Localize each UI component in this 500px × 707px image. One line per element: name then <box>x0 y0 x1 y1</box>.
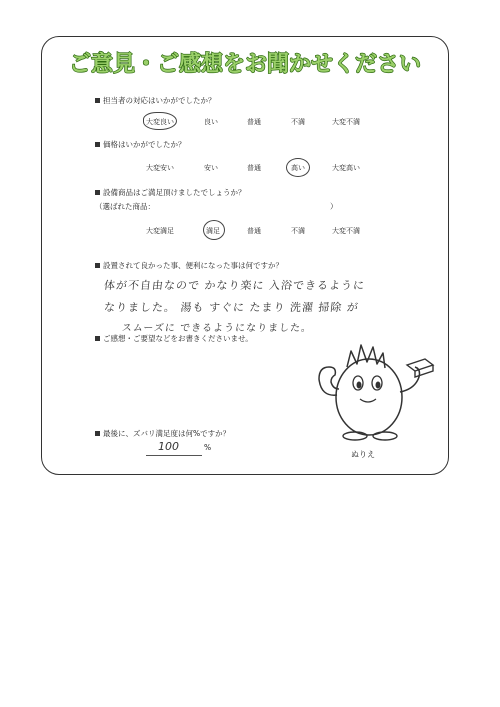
selection-circle-mark <box>286 158 310 177</box>
satisfaction-percent-value: 100 <box>158 440 179 453</box>
selection-circle-mark <box>203 220 225 240</box>
coloring-label: ぬりえ <box>351 450 375 459</box>
handwritten-answer-line: スムーズに できるようになりました。 <box>121 323 313 334</box>
option-normal[interactable]: 普通 <box>247 164 261 172</box>
survey-card <box>41 36 449 475</box>
bullet-square-icon <box>95 98 100 103</box>
question-staff-response: 担当者の対応はいかがでしたか？ <box>95 95 216 106</box>
option-good[interactable]: 良い <box>204 118 218 126</box>
question-satisfaction-percent: 最後に、ズバリ満足度は何%ですか？ <box>95 428 230 439</box>
bullet-square-icon <box>95 336 100 341</box>
option-very-cheap[interactable]: 大変安い <box>146 164 174 172</box>
option-very-dissatisfied[interactable]: 大変不満 <box>332 118 360 126</box>
handwritten-answer-line: なりました。 湯も すぐに たまり 洗濯 掃除 が <box>103 301 360 314</box>
options-staff-response <box>42 117 448 129</box>
option-expensive[interactable]: 高い <box>291 164 305 172</box>
question-price: 価格はいかがでしたか？ <box>95 139 186 150</box>
option-very-dissatisfied[interactable]: 大変不満 <box>332 227 360 235</box>
question-comments: ご感想・ご要望などをお書きくださいませ。 <box>95 333 253 344</box>
options-price <box>42 163 448 175</box>
option-normal[interactable]: 普通 <box>247 118 261 126</box>
options-product-satisfaction <box>42 226 448 238</box>
option-very-expensive[interactable]: 大変高い <box>332 164 360 172</box>
option-satisfied[interactable]: 満足 <box>206 227 220 235</box>
option-cheap[interactable]: 安い <box>204 164 218 172</box>
option-normal[interactable]: 普通 <box>247 227 261 235</box>
selection-circle-mark <box>143 112 177 130</box>
bullet-square-icon <box>95 190 100 195</box>
question-benefits: 設置されて良かった事、便利になった事は何ですか？ <box>95 260 283 271</box>
percent-underline <box>146 455 202 456</box>
option-very-good[interactable]: 大変良い <box>146 118 174 126</box>
survey-title: ご意見・ご感想をお聞かせください <box>68 52 421 77</box>
selected-product-close: ） <box>330 202 338 211</box>
option-dissatisfied[interactable]: 不満 <box>291 227 305 235</box>
option-very-satisfied[interactable]: 大変満足 <box>146 227 174 235</box>
bullet-square-icon <box>95 263 100 268</box>
question-product-satisfaction: 設備商品はご満足頂けましたでしょうか？ <box>95 187 246 198</box>
bullet-square-icon <box>95 142 100 147</box>
selected-product-label: （選ばれた商品： <box>95 202 155 211</box>
percent-unit: % <box>204 443 212 452</box>
mascot-coloring-illustration <box>307 337 447 452</box>
bullet-square-icon <box>95 431 100 436</box>
handwritten-answer-line: 体が不自由なので かなり楽に 入浴できるように <box>103 279 366 292</box>
option-dissatisfied[interactable]: 不満 <box>291 118 305 126</box>
